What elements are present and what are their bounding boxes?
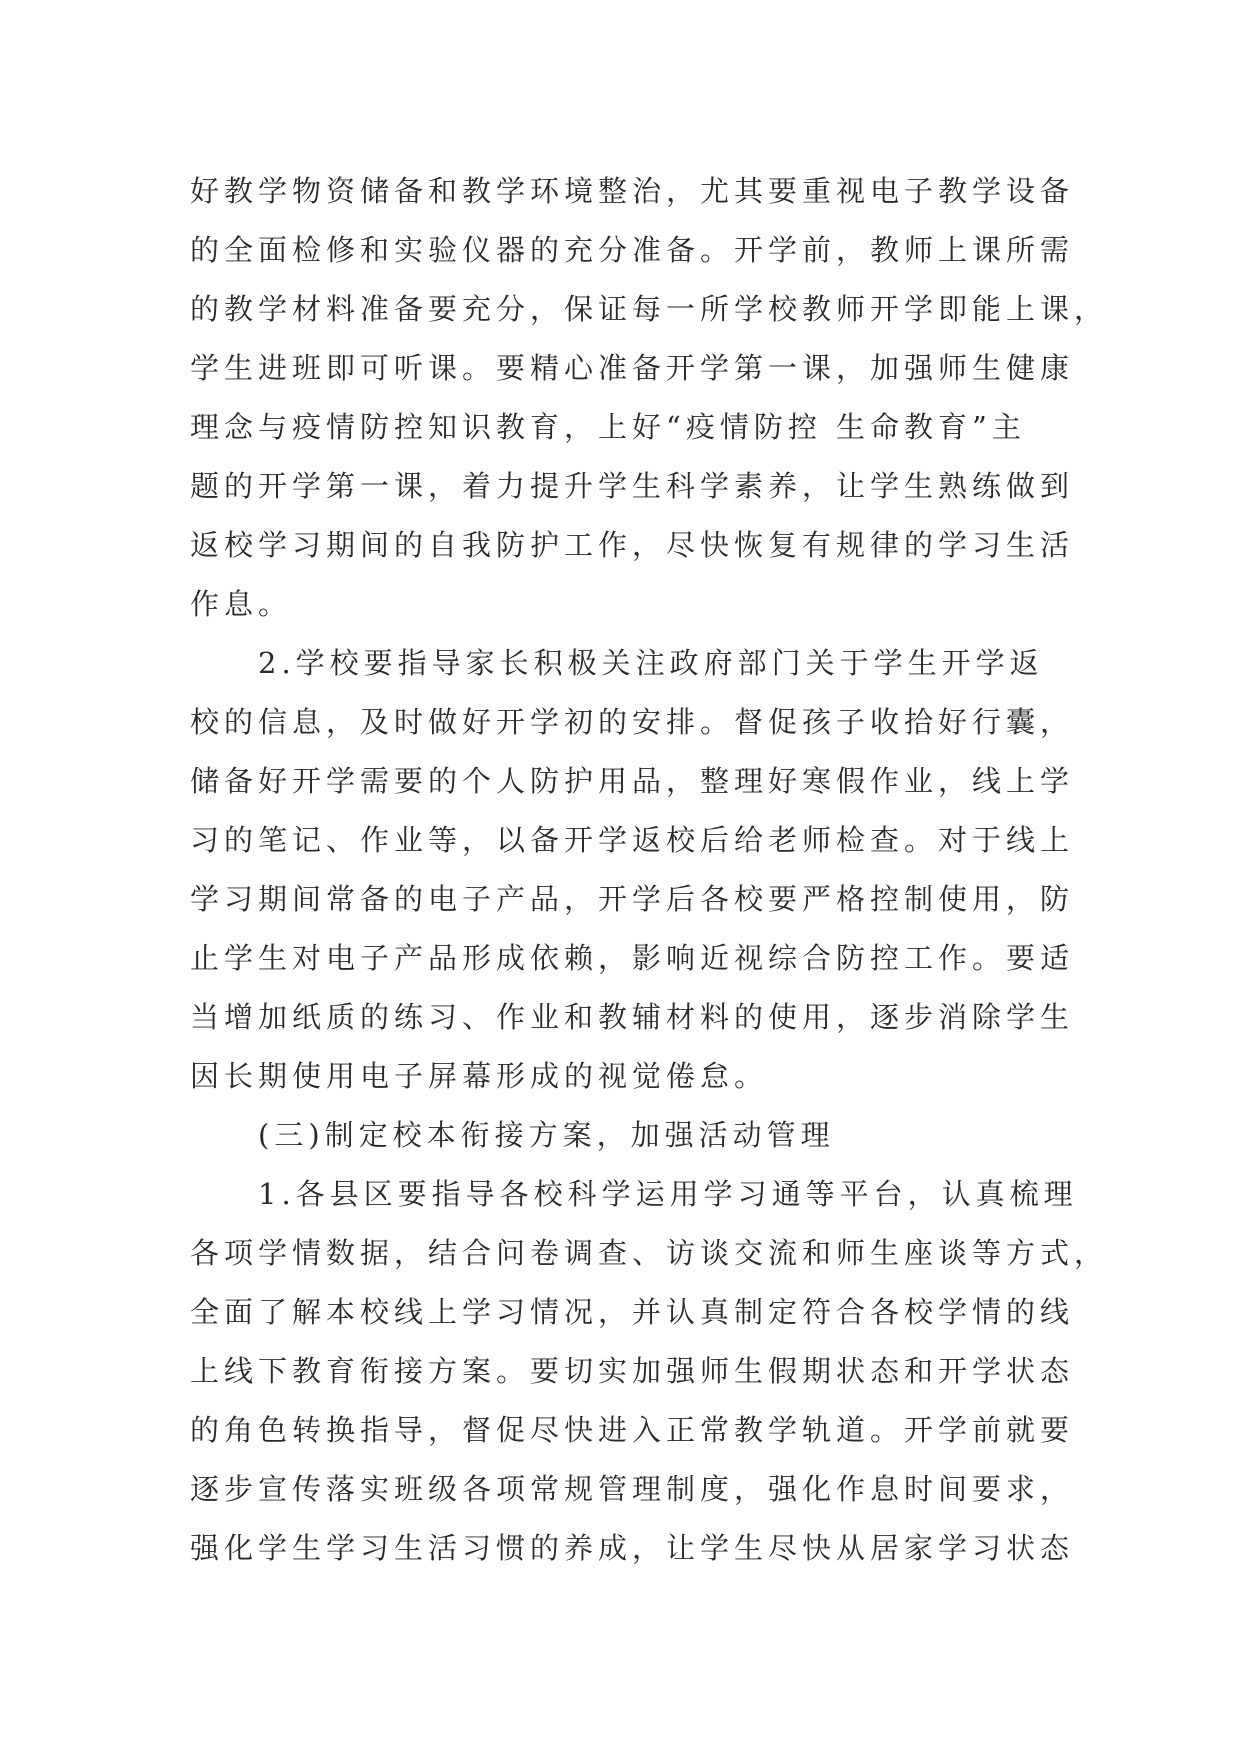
text-line: 逐步宣传落实班级各项常规管理制度，强化作息时间要求， — [190, 1472, 1075, 1506]
text-line: 题的开学第一课，着力提升学生科学素养，让学生熟练做到 — [190, 469, 1075, 503]
section-heading: (三)制定校本衔接方案，加强活动管理 — [258, 1118, 835, 1152]
text-line: 校的信息，及时做好开学初的安排。督促孩子收拾好行囊， — [190, 705, 1075, 739]
text-line: 各项学情数据，结合问卷调查、访谈交流和师生座谈等方式， — [190, 1236, 1109, 1270]
text-line: 因长期使用电子屏幕形成的视觉倦怠。 — [190, 1059, 769, 1093]
text-line: 止学生对电子产品形成依赖，影响近视综合防控工作。要适 — [190, 941, 1075, 975]
text-line: 上线下教育衔接方案。要切实加强师生假期状态和开学状态 — [190, 1354, 1075, 1388]
text-line: 理念与疫情防控知识教育，上好“疫情防控 生命教育”主 — [190, 410, 1026, 444]
text-line: 返校学习期间的自我防护工作，尽快恢复有规律的学习生活 — [190, 528, 1075, 562]
text-line: 好教学物资储备和教学环境整治，尤其要重视电子教学设备 — [190, 174, 1075, 208]
text-line: 的教学材料准备要充分，保证每一所学校教师开学即能上课， — [190, 292, 1109, 326]
text-line: 学生进班即可听课。要精心准备开学第一课，加强师生健康 — [190, 351, 1075, 385]
paragraph-start-line: 1.各县区要指导各校科学运用学习通等平台，认真梳理 — [258, 1177, 1078, 1211]
text-line: 强化学生学习生活习惯的养成，让学生尽快从居家学习状态 — [190, 1531, 1075, 1565]
text-line: 的全面检修和实验仪器的充分准备。开学前，教师上课所需 — [190, 233, 1075, 267]
text-line: 学习期间常备的电子产品，开学后各校要严格控制使用，防 — [190, 882, 1075, 916]
text-line: 作息。 — [190, 587, 293, 621]
paragraph-start-line: 2.学校要指导家长积极关注政府部门关于学生开学返 — [258, 646, 1044, 680]
body-text — [190, 162, 1109, 1578]
text-line: 的角色转换指导，督促尽快进入正常教学轨道。开学前就要 — [190, 1413, 1075, 1447]
text-line: 当增加纸质的练习、作业和教辅材料的使用，逐步消除学生 — [190, 1000, 1075, 1034]
text-line: 储备好开学需要的个人防护用品，整理好寒假作业，线上学 — [190, 764, 1075, 798]
text-line: 全面了解本校线上学习情况，并认真制定符合各校学情的线 — [190, 1295, 1075, 1329]
text-line: 习的笔记、作业等，以备开学返校后给老师检查。对于线上 — [190, 823, 1075, 857]
